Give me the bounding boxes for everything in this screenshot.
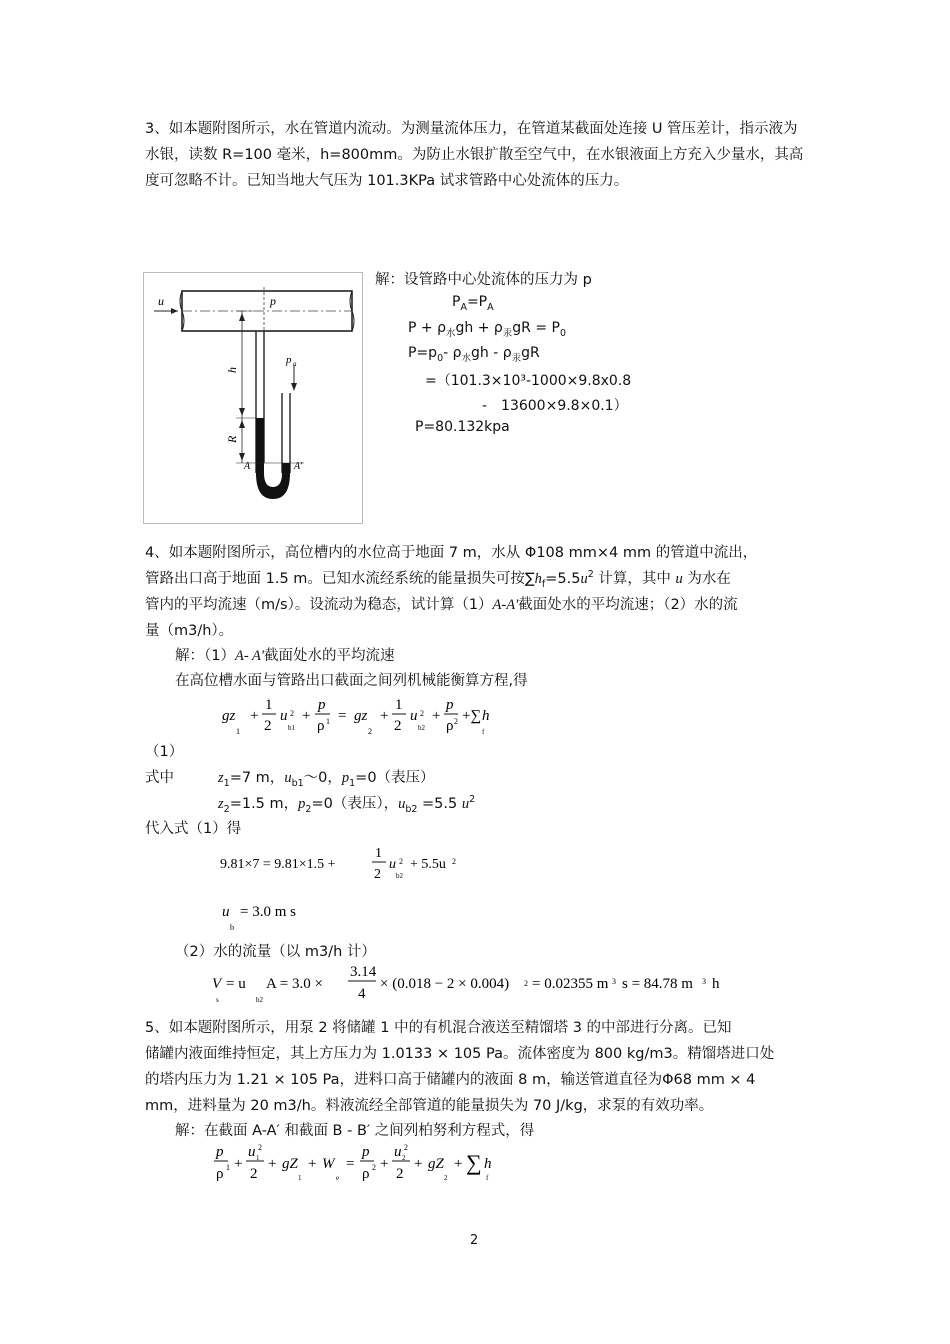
svg-text:+ 5.5u: + 5.5u	[410, 857, 446, 872]
svg-text:1: 1	[298, 1174, 302, 1182]
svg-text:= 3.0 m s: = 3.0 m s	[240, 904, 296, 920]
svg-text:h: h	[484, 1156, 492, 1172]
q4-result-u	[222, 898, 342, 937]
q4-cond1: $z_1=7$ m，$u_{b1}\sim 0$，$p_1=0$（表压）	[218, 770, 435, 789]
svg-text:p: p	[216, 1144, 224, 1160]
label-pa: p	[286, 354, 292, 366]
svg-text:b: b	[230, 923, 234, 932]
svg-text:ρ: ρ	[317, 718, 325, 734]
svg-text:u: u	[410, 708, 418, 724]
svg-text:p: p	[362, 1144, 370, 1160]
label-R: R	[225, 435, 239, 443]
svg-text:1: 1	[256, 1154, 260, 1162]
svg-text:1: 1	[326, 717, 330, 726]
svg-text:=: =	[346, 1156, 355, 1172]
svg-text:2: 2	[396, 1166, 404, 1182]
svg-text:s = 84.78 m: s = 84.78 m	[622, 976, 693, 992]
q4-eq-label: （1）	[145, 744, 184, 760]
svg-text:ρ: ρ	[362, 1166, 370, 1182]
svg-text:b2: b2	[418, 724, 425, 732]
svg-text:gZ: gZ	[428, 1156, 444, 1172]
label-h: h	[225, 367, 239, 373]
q4-line1: 4、如本题附图所示，高位槽内的水位高于地面 7 m，水从 Φ108 mm×4 mm 的管道中流出，	[145, 545, 758, 561]
svg-text:= u: = u	[226, 976, 246, 992]
svg-text:2: 2	[258, 1143, 262, 1152]
svg-text:= 0.02355 m: = 0.02355 m	[532, 976, 609, 992]
svg-text:1: 1	[375, 846, 382, 861]
q5-bernoulli-equation	[214, 1140, 514, 1191]
q4-sub-into: 代入式（1）得	[145, 821, 242, 837]
q3-solution-intro: 解：设管路中心处流体的压力为 p	[375, 272, 592, 288]
q4-part2: （2）水的流量（以 m3/h 计）	[175, 944, 376, 960]
label-A: A	[244, 461, 251, 472]
svg-text:+: +	[268, 1156, 277, 1172]
svg-text:+: +	[414, 1156, 423, 1172]
q3-eq1: $P_A=P_A$	[452, 294, 494, 313]
svg-text:2: 2	[444, 1174, 448, 1182]
svg-text:2: 2	[394, 718, 402, 734]
q4-line3: 管内的平均流速（m/s）。设流动为稳态，试计算（1）A-A'截面处水的平均流速；（2）水的流	[145, 597, 738, 613]
svg-text:2: 2	[368, 727, 372, 736]
svg-text:4: 4	[358, 986, 366, 1002]
svg-text:e: e	[336, 1174, 340, 1182]
svg-text:1: 1	[265, 697, 273, 713]
q3-eq5: - 13600×9.8×0.1）	[482, 398, 628, 414]
svg-text:2: 2	[250, 1166, 258, 1182]
q3-eq2: $P + \rho_水gh + \rho_汞gR = P_0$	[408, 320, 567, 339]
svg-text:f: f	[482, 728, 485, 736]
svg-text:ρ: ρ	[216, 1166, 224, 1182]
svg-text:1: 1	[226, 1163, 230, 1172]
q5-line1: 5、如本题附图所示，用泵 2 将储罐 1 中的有机混合液送至精馏塔 3 的中部进行分离。已知	[145, 1020, 732, 1036]
svg-text:2: 2	[290, 709, 294, 718]
svg-text:9.81×7 = 9.81×1.5 +: 9.81×7 = 9.81×1.5 +	[220, 857, 336, 872]
svg-text:3: 3	[612, 977, 616, 986]
svg-text:gz: gz	[222, 708, 236, 724]
svg-text:2: 2	[404, 1143, 408, 1152]
label-A-prime: A'	[294, 461, 303, 472]
svg-text:b1: b1	[288, 724, 295, 732]
svg-text:gZ: gZ	[282, 1156, 298, 1172]
svg-text:+: +	[454, 1156, 463, 1172]
q4-energy-equation	[220, 694, 490, 738]
svg-text:u: u	[222, 904, 230, 920]
svg-text:2: 2	[402, 1154, 406, 1162]
svg-text:2: 2	[454, 717, 458, 726]
svg-text:ρ: ρ	[446, 718, 454, 734]
svg-text:b2: b2	[396, 872, 403, 880]
svg-text:A = 3.0 ×: A = 3.0 ×	[266, 976, 323, 992]
q3-eq4: =（101.3×10³-1000×9.8x0.8	[425, 373, 632, 389]
q4-numeric-equation	[220, 844, 460, 889]
svg-text:+: +	[250, 708, 259, 724]
svg-text:b2: b2	[256, 996, 263, 1004]
svg-text:u: u	[248, 1144, 256, 1160]
q5-line3: 的塔内压力为 1.21 × 105 Pa，进料口高于储罐内的液面 8 m，输送管道直径为Φ68 mm × 4	[145, 1072, 756, 1088]
svg-text:2: 2	[452, 857, 456, 866]
q3-eq3: $P=p_0-$ $\rho_水gh - \rho_汞gR$	[408, 345, 540, 364]
svg-text:1: 1	[395, 697, 403, 713]
q3-answer: P=80.132kpa	[415, 419, 510, 435]
svg-text:V: V	[212, 976, 222, 992]
svg-text:gz: gz	[354, 708, 368, 724]
svg-text:+: +	[302, 708, 311, 724]
svg-text:u: u	[389, 857, 396, 872]
q4-sol2: 在高位槽水面与管路出口截面之间列机械能衡算方程,得	[175, 673, 528, 689]
svg-text:s: s	[216, 996, 219, 1004]
q5-line4: mm，进料量为 20 m3/h。料液流经全部管道的能量损失为 70 J/kg，求泵的有效功率。	[145, 1098, 714, 1114]
svg-text:u: u	[280, 708, 288, 724]
svg-text:+: +	[380, 708, 389, 724]
svg-text:2: 2	[420, 709, 424, 718]
q4-line2: 管路出口高于地面 1.5 m。已知水流经系统的能量损失可按$\sum h_f=5.5u^2$ 计算，其中 u 为水在	[145, 569, 731, 590]
svg-text:p: p	[446, 697, 454, 713]
q4-cond2: $z_2=1.5$ m，$p_2=0$（表压），$u_{b2} =5.5$ $u^2$	[218, 794, 476, 815]
svg-text:∑: ∑	[466, 1150, 482, 1175]
svg-text:u: u	[394, 1144, 402, 1160]
label-p: p	[270, 294, 276, 308]
u-tube-manometer-figure	[143, 272, 363, 524]
svg-text:h: h	[482, 708, 490, 724]
svg-text:× (0.018 − 2 × 0.004): × (0.018 − 2 × 0.004)	[380, 976, 510, 992]
svg-text:2: 2	[524, 979, 528, 988]
svg-text:+: +	[234, 1156, 243, 1172]
svg-text:+: +	[380, 1156, 389, 1172]
svg-text:2: 2	[374, 867, 381, 882]
q4-line4: 量（m3/h）。	[145, 623, 234, 639]
svg-text:=: =	[338, 708, 347, 724]
svg-text:p: p	[318, 697, 326, 713]
svg-text:+: +	[432, 708, 441, 724]
svg-text:1: 1	[236, 727, 240, 736]
svg-text:2: 2	[372, 1163, 376, 1172]
svg-text:2: 2	[264, 718, 272, 734]
q5-sol: 解：在截面 A-A′ 和截面 B - B′ 之间列柏努利方程式，得	[175, 1123, 535, 1139]
svg-text:h: h	[712, 976, 720, 992]
svg-text:+: +	[308, 1156, 317, 1172]
label-u: u	[158, 294, 164, 308]
page-number: 2	[470, 1233, 479, 1248]
q4-where: 式中	[145, 770, 174, 786]
svg-text:2: 2	[399, 857, 403, 866]
q4-sol1: 解：（1）A- A'截面处水的平均流速	[175, 648, 395, 664]
svg-text:3.14: 3.14	[350, 964, 377, 980]
svg-text:+∑: +∑	[462, 708, 482, 724]
q3-text: 3、如本题附图所示，水在管道内流动。为测量流体压力，在管道某截面处连接 U 管压差计，指示液为水银，读数 R=100 毫米，h=800mm。为防止水银扩散至空气中，在水银液面上方充入少量水，其高度可忽略不计。已知当地大气压为 101.3KPa 试求管路中心处流体的压力。	[145, 121, 804, 189]
svg-text:3: 3	[702, 977, 706, 986]
svg-text:f: f	[486, 1174, 489, 1182]
label-pa-sub: a	[293, 360, 297, 368]
q5-line2: 储罐内液面维持恒定，其上方压力为 1.0133 × 105 Pa。流体密度为 800 kg/m3。精馏塔进口处	[145, 1046, 775, 1062]
svg-text:W: W	[322, 1156, 335, 1172]
q4-flow-equation	[212, 962, 732, 1011]
